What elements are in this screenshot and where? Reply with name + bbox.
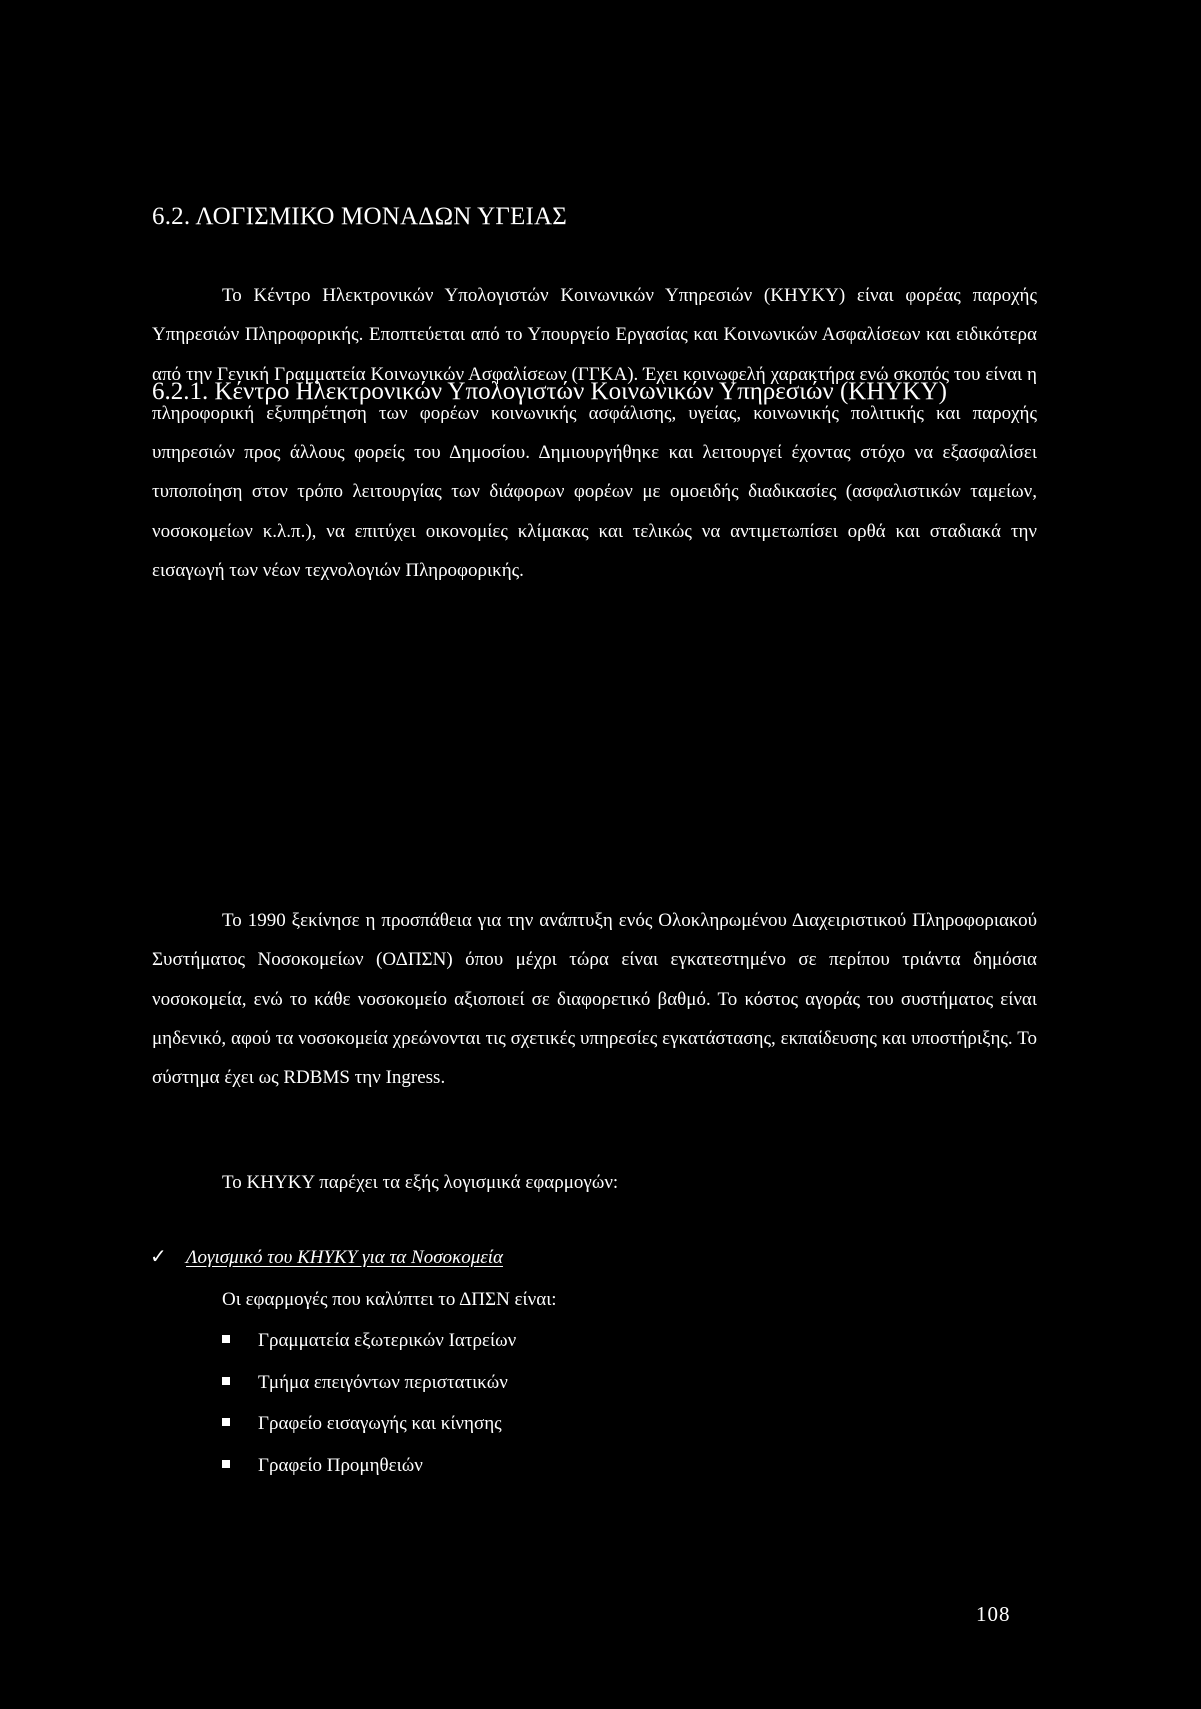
paragraph-2: Το 1990 ξεκίνησε η προσπάθεια για την ανάπτυξη ενός Ολοκληρωμένου Διαχειριστικού Πληροφοριακού Συστήματος Νοσοκομείων (ΟΔΠΣΝ) όπου μέχρι τώρα είναι εγκατεστημένο σε περίπου τριάντα δημόσια νοσοκομεία, ενώ το κάθε νοσοκομείο αξιοποιεί σε διαφορετικό βαθμό. Το κόστος αγοράς του συστήματος είναι μηδενικό, αφού τα νοσοκομεία χρεώνονται τις σχετικές υπηρεσίες εγκατάστασης, εκπαίδευσης και υποστήριξης. Το σύστημα έχει ως RDBMS την Ingress. (152, 910, 1037, 1089)
square-bullet-icon (222, 1335, 230, 1343)
list-item-label: Τμήμα επειγόντων περιστατικών (258, 1371, 508, 1393)
paragraph-1: Το Κέντρο Ηλεκτρονικών Υπολογιστών Κοινωνικών Υπηρεσιών (ΚΗΥΚΥ) είναι φορέας παροχής Υπηρεσιών Πληροφορικής. Εποπτεύεται από το Υπουργείο Εργασίας και Κοινωνικών Ασφαλίσεων και ειδικότερα από την Γενική Γραμματεία Κοινωνικών Ασφαλίσεων (ΓΓΚΑ). Έχει κοινωφελή χαρακτήρα ενώ σκοπός του είναι η πληροφορική εξυπηρέτηση των φορέων κοινωνικής ασφάλισης, υγείας, κοινωνικής πολιτικής και παροχής υπηρεσιών προς άλλους φορείς του Δημοσίου. Δημιουργήθηκε και λειτουργεί έχοντας στόχο να εξασφαλίσει τυποποίηση στον τρόπο λειτουργίας των διάφορων φορέων με ομοειδής διαδικασίες (ασφαλιστικών ταμείων, νοσοκομείων κ.λ.π.), να επιτύχει οικονομίες κλίμακας και τελικώς να αντιμετωπίσει ορθά και σταδιακά την εισαγωγή των νέων τεχνολογιών Πληροφορικής. (152, 285, 1037, 582)
list-item-label: Γραφείο εισαγωγής και κίνησης (258, 1413, 502, 1435)
square-bullet-icon (222, 1418, 230, 1426)
checklist-item-label: Λογισμικό του ΚΗΥΚΥ για τα Νοσοκομεία (186, 1247, 503, 1268)
list-item-label: Γραφείο Προμηθειών (258, 1454, 423, 1476)
list-item-label: Γραμματεία εξωτερικών Ιατρείων (258, 1330, 517, 1351)
list-item (222, 1455, 516, 1497)
checkmark-icon: ✓ (150, 1246, 167, 1268)
checklist-item (150, 1244, 503, 1269)
square-bullet-icon (222, 1460, 230, 1468)
page-number: 108 (976, 1602, 1011, 1626)
list-item (222, 1372, 516, 1414)
section-title: 6.2. ΛΟΓΙΣΜΙΚΟ ΜΟΝΑΔΩΝ ΥΓΕΙΑΣ (152, 203, 567, 230)
applications-intro: Το ΚΗΥΚΥ παρέχει τα εξής λογισμικά εφαρμογών: (222, 1172, 619, 1193)
applications-list (222, 1330, 516, 1496)
square-bullet-icon (222, 1377, 230, 1385)
list-intro: Οι εφαρμογές που καλύπτει το ΔΠΣΝ είναι: (222, 1289, 557, 1310)
list-item (222, 1413, 516, 1455)
list-item (222, 1330, 516, 1372)
subsection-title: 6.2.1. Κέντρο Ηλεκτρονικών Υπολογιστών Κοινωνικών Υπηρεσιών (ΚΗΥΚΥ) (152, 378, 947, 405)
